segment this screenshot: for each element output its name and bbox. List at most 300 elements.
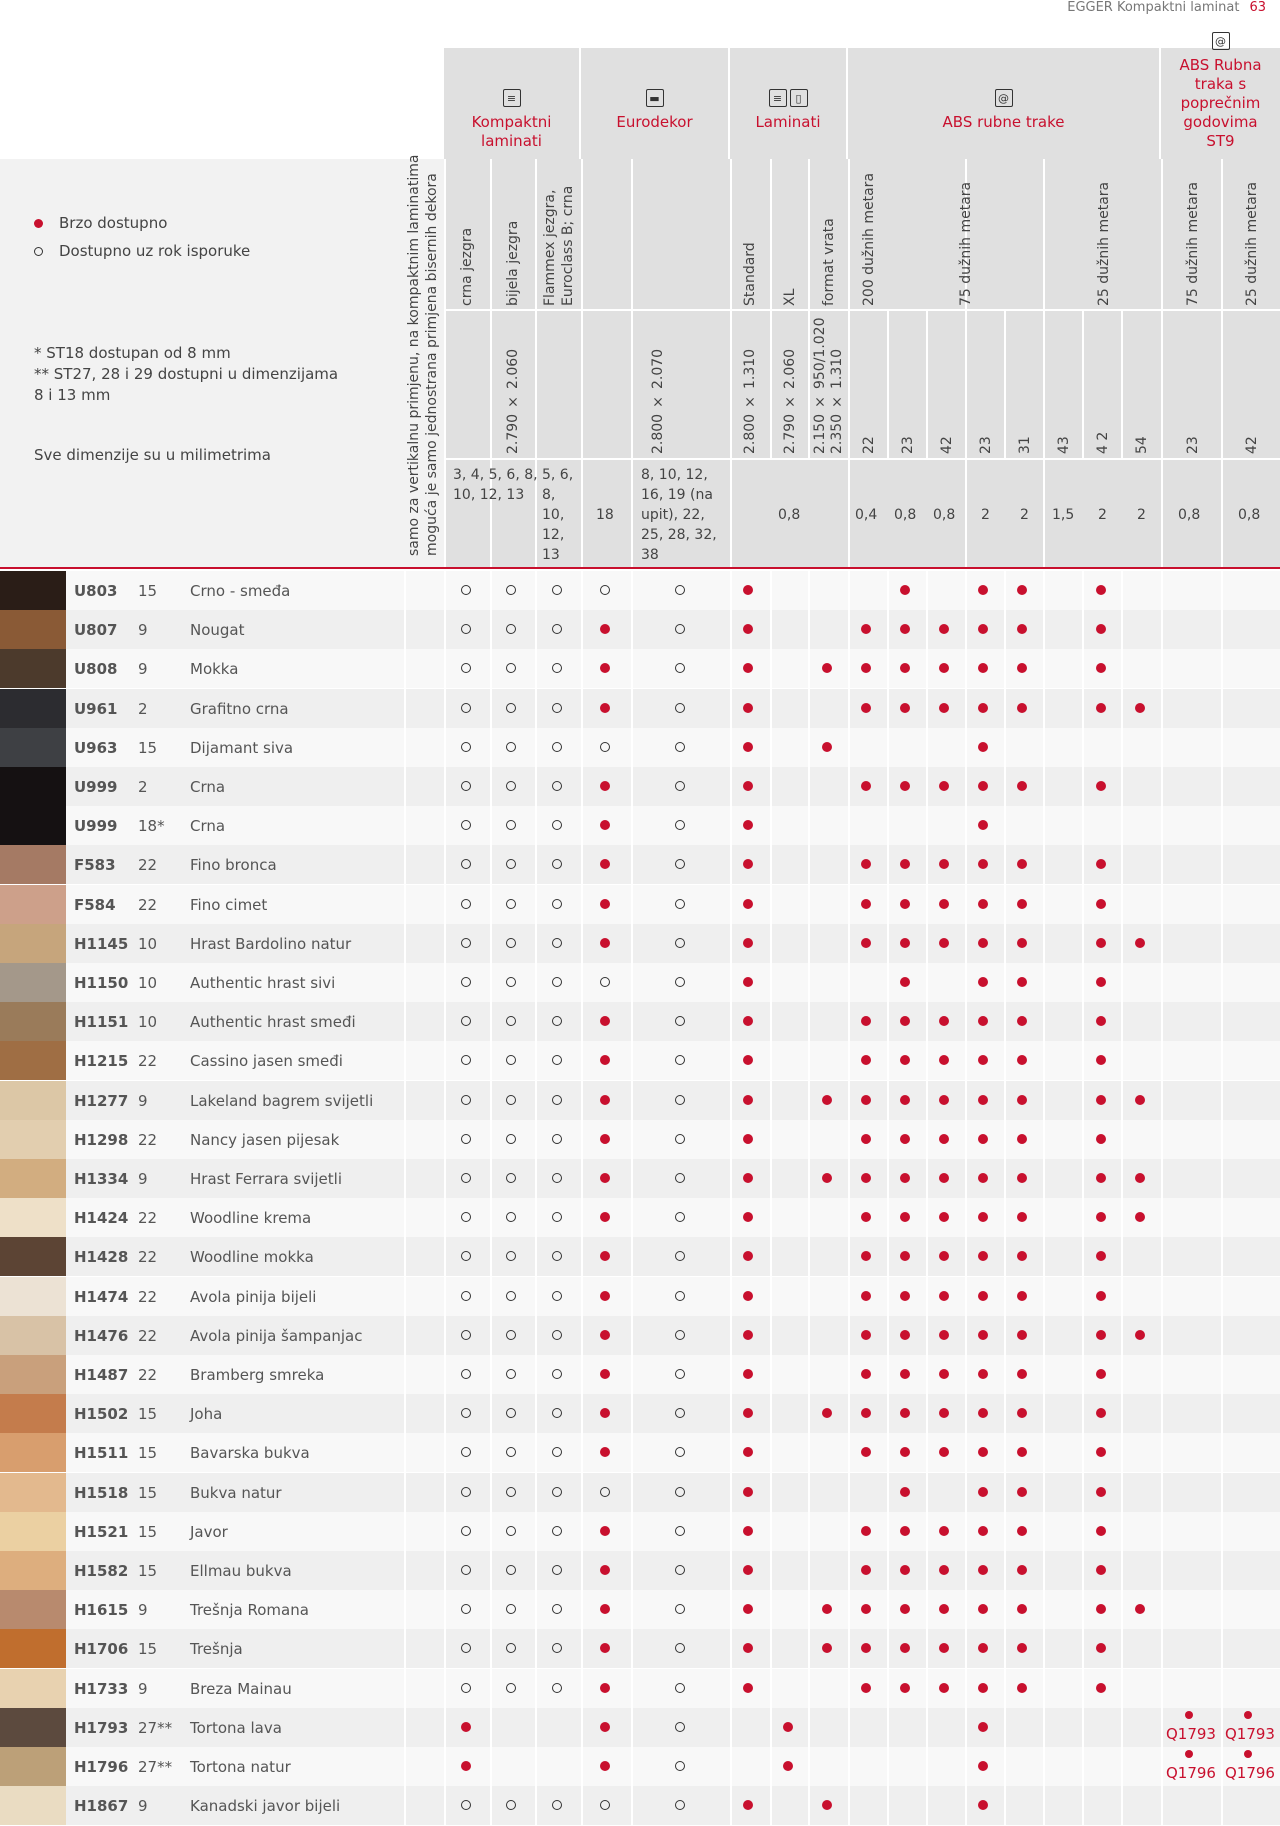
on-order-dot <box>675 1761 685 1771</box>
divider <box>1221 1159 1223 1198</box>
divider <box>490 1786 492 1825</box>
filled-dot-icon <box>34 219 43 228</box>
on-order-dot <box>675 1487 685 1497</box>
on-order-dot <box>552 585 562 595</box>
divider <box>965 610 967 649</box>
available-dot <box>1017 899 1027 909</box>
on-order-dot <box>552 1487 562 1497</box>
available-dot <box>978 820 988 830</box>
divider <box>770 1081 772 1120</box>
decor-thickness: 15 <box>138 738 158 757</box>
table-row <box>0 963 1280 1002</box>
divider <box>444 924 446 963</box>
available-dot <box>861 938 871 948</box>
divider <box>581 159 583 567</box>
on-order-dot <box>506 1095 516 1105</box>
divider <box>848 649 850 688</box>
available-dot <box>1017 1095 1027 1105</box>
divider <box>887 1590 889 1629</box>
divider <box>404 1041 406 1080</box>
decor-thickness: 10 <box>138 1013 158 1032</box>
on-order-dot <box>675 1643 685 1653</box>
divider <box>887 1629 889 1668</box>
divider <box>808 1041 810 1080</box>
on-order-dot <box>675 1016 685 1026</box>
decor-thickness: 22 <box>138 1287 158 1306</box>
divider <box>770 767 772 806</box>
divider <box>730 885 732 924</box>
group-kompaktni-laminati <box>444 48 581 159</box>
available-dot <box>1096 703 1106 713</box>
available-dot <box>1096 1487 1106 1497</box>
divider <box>887 1708 889 1747</box>
available-dot <box>900 1095 910 1105</box>
decor-name: Woodline krema <box>190 1209 312 1228</box>
divider <box>1161 924 1163 963</box>
divider <box>926 1159 928 1198</box>
divider <box>1043 1041 1045 1080</box>
available-dot <box>939 1683 949 1693</box>
divider <box>965 1669 967 1708</box>
available-dot <box>822 1173 832 1183</box>
available-dot <box>978 1487 988 1497</box>
available-dot <box>861 1055 871 1065</box>
available-dot <box>1096 781 1106 791</box>
decor-swatch <box>0 1512 66 1551</box>
divider <box>1004 806 1006 845</box>
on-order-dot <box>461 1526 471 1536</box>
decor-swatch <box>0 885 66 924</box>
divider <box>808 1120 810 1159</box>
divider <box>581 1590 583 1629</box>
divider <box>581 1512 583 1551</box>
divider <box>770 1198 772 1237</box>
on-order-dot <box>552 1291 562 1301</box>
divider <box>404 649 406 688</box>
available-dot <box>1135 1095 1145 1105</box>
available-dot <box>978 1055 988 1065</box>
divider <box>887 571 889 610</box>
col-abs-200: 200 dužnih metara <box>861 172 877 306</box>
divider <box>1161 1120 1163 1159</box>
divider <box>404 1237 406 1276</box>
decor-name: Kanadski javor bijeli <box>190 1797 341 1816</box>
divider <box>1004 571 1006 610</box>
door-icon: ▯ <box>790 89 808 107</box>
decor-code: H1334 <box>74 1170 129 1188</box>
available-dot <box>900 1134 910 1144</box>
divider <box>926 1473 928 1512</box>
on-order-dot <box>461 585 471 595</box>
decor-thickness: 15 <box>138 1444 158 1463</box>
divider <box>444 1159 446 1198</box>
available-dot <box>861 663 871 673</box>
available-dot <box>978 938 988 948</box>
divider <box>631 1237 633 1276</box>
on-order-dot <box>552 1447 562 1457</box>
available-dot <box>1135 1604 1145 1614</box>
on-order-dot <box>675 1565 685 1575</box>
decor-swatch <box>0 728 66 767</box>
available-dot <box>743 1526 753 1536</box>
divider <box>887 1237 889 1276</box>
on-order-dot <box>552 1800 562 1810</box>
available-dot <box>900 663 910 673</box>
divider <box>404 1669 406 1708</box>
divider <box>808 806 810 845</box>
available-dot <box>978 1722 988 1732</box>
decor-swatch <box>0 571 66 610</box>
divider <box>490 1394 492 1433</box>
divider <box>1121 1747 1123 1786</box>
available-dot <box>939 1291 949 1301</box>
available-dot <box>900 1251 910 1261</box>
available-dot <box>978 1095 988 1105</box>
divider <box>631 1120 633 1159</box>
divider <box>1161 1512 1163 1551</box>
divider <box>1161 1198 1163 1237</box>
divider <box>1082 1669 1084 1708</box>
divider <box>1082 963 1084 1002</box>
available-dot <box>743 899 753 909</box>
on-order-dot <box>675 1683 685 1693</box>
col-flammex-1: Flammex jezgra, <box>542 189 558 306</box>
on-order-dot <box>506 1408 516 1418</box>
decor-swatch <box>0 689 66 728</box>
divider <box>631 1473 633 1512</box>
divider <box>887 767 889 806</box>
divider <box>887 1159 889 1198</box>
on-order-dot <box>552 899 562 909</box>
decor-swatch <box>0 767 66 806</box>
divider <box>535 1747 537 1786</box>
divider <box>1161 649 1163 688</box>
available-dot <box>939 1526 949 1536</box>
divider <box>848 1394 850 1433</box>
on-order-dot <box>506 1055 516 1065</box>
divider <box>965 1708 967 1747</box>
divider <box>770 885 772 924</box>
divider <box>490 806 492 845</box>
available-dot <box>900 1565 910 1575</box>
available-dot <box>861 1291 871 1301</box>
available-dot <box>978 1016 988 1026</box>
divider <box>1121 610 1123 649</box>
divider <box>1161 1669 1163 1708</box>
available-dot <box>743 1369 753 1379</box>
available-dot <box>939 663 949 673</box>
divider <box>1082 1355 1084 1394</box>
table-row <box>0 1433 1280 1472</box>
available-dot <box>1017 1212 1027 1222</box>
divider <box>965 1237 967 1276</box>
divider <box>770 1708 772 1747</box>
on-order-dot <box>461 1291 471 1301</box>
divider <box>1221 1316 1223 1355</box>
divider <box>581 1629 583 1668</box>
available-dot <box>600 1016 610 1026</box>
divider <box>535 1629 537 1668</box>
divider <box>808 767 810 806</box>
divider <box>1082 689 1084 728</box>
divider <box>444 1590 446 1629</box>
table-row <box>0 806 1280 845</box>
divider <box>887 845 889 884</box>
divider <box>1082 1629 1084 1668</box>
divider <box>965 885 967 924</box>
on-order-dot <box>675 585 685 595</box>
divider <box>1161 1081 1163 1120</box>
on-order-dot <box>552 820 562 830</box>
available-dot <box>900 977 910 987</box>
divider <box>1161 1237 1163 1276</box>
divider <box>1121 885 1123 924</box>
divider <box>965 963 967 1002</box>
divider <box>490 1708 492 1747</box>
divider <box>730 610 732 649</box>
on-order-dot <box>506 820 516 830</box>
table-row <box>0 728 1280 767</box>
divider <box>404 806 406 845</box>
divider <box>1121 649 1123 688</box>
available-dot <box>600 1408 610 1418</box>
decor-swatch <box>0 1551 66 1590</box>
divider <box>848 1237 850 1276</box>
available-dot <box>939 1134 949 1144</box>
divider <box>848 1629 850 1668</box>
divider <box>770 610 772 649</box>
decor-thickness: 27** <box>138 1758 173 1776</box>
divider <box>1082 1473 1084 1512</box>
decor-thickness: 10 <box>138 974 158 992</box>
divider <box>631 963 633 1002</box>
divider <box>965 571 967 610</box>
divider <box>1161 1041 1163 1080</box>
available-dot <box>1096 1447 1106 1457</box>
divider <box>581 1277 583 1316</box>
divider <box>1082 1551 1084 1590</box>
divider <box>730 1041 732 1080</box>
divider <box>1043 1198 1045 1237</box>
divider <box>965 728 967 767</box>
decor-code: H1151 <box>74 1013 129 1032</box>
divider <box>808 1433 810 1472</box>
divider <box>1004 1669 1006 1708</box>
available-dot <box>743 1055 753 1065</box>
available-dot <box>743 1251 753 1261</box>
divider <box>1082 1394 1084 1433</box>
group-label-eurodekor: Eurodekor <box>616 113 693 131</box>
divider <box>1121 1198 1123 1237</box>
divider <box>1221 1629 1223 1668</box>
decor-code: H1298 <box>74 1130 129 1149</box>
on-order-dot <box>461 1212 471 1222</box>
divider <box>404 1316 406 1355</box>
on-order-dot <box>461 1173 471 1183</box>
on-order-dot <box>461 1134 471 1144</box>
divider <box>581 1237 583 1276</box>
decor-code: F583 <box>74 856 116 875</box>
divider <box>631 1002 633 1041</box>
available-dot <box>978 1800 988 1810</box>
divider <box>808 1277 810 1316</box>
divider <box>926 1277 928 1316</box>
divider <box>535 1081 537 1120</box>
divider <box>770 963 772 1002</box>
divider <box>1043 1590 1045 1629</box>
available-dot <box>939 1055 949 1065</box>
divider <box>631 1081 633 1120</box>
available-dot <box>743 977 753 987</box>
on-order-dot <box>461 1251 471 1261</box>
on-order-dot <box>552 781 562 791</box>
dim-w4: 23 <box>978 436 994 454</box>
divider <box>1221 1590 1223 1629</box>
available-dot <box>600 703 610 713</box>
available-dot <box>743 624 753 634</box>
divider <box>926 1316 928 1355</box>
available-dot <box>900 1408 910 1418</box>
on-order-dot <box>506 1173 516 1183</box>
divider <box>1221 885 1223 924</box>
page-header <box>1067 0 1280 15</box>
available-dot <box>900 1604 910 1614</box>
on-order-dot <box>461 703 471 713</box>
divider <box>730 649 732 688</box>
divider <box>1043 689 1045 728</box>
divider <box>770 1355 772 1394</box>
thk-eurodekor: 8, 10, 12, 16, 19 (na upit), 22, 25, 28, 32, 38 <box>641 467 717 563</box>
divider <box>631 728 633 767</box>
divider <box>1221 728 1223 767</box>
divider <box>444 1355 446 1394</box>
table-row <box>0 1473 1280 1512</box>
on-order-dot <box>506 742 516 752</box>
on-order-dot <box>675 1369 685 1379</box>
available-dot <box>939 1565 949 1575</box>
divider <box>808 1355 810 1394</box>
thk-kompakt: 3, 4, 5, 6, 8, 10, 12, 13 <box>453 467 538 503</box>
decor-swatch <box>0 963 66 1002</box>
available-dot <box>861 703 871 713</box>
on-order-dot <box>675 1800 685 1810</box>
divider <box>926 1237 928 1276</box>
divider <box>631 689 633 728</box>
table-row <box>0 649 1280 688</box>
on-order-dot <box>552 1134 562 1144</box>
decor-code: H1521 <box>74 1522 129 1541</box>
divider <box>404 1629 406 1668</box>
divider <box>770 1316 772 1355</box>
decor-name: Woodline mokka <box>190 1248 314 1267</box>
divider <box>631 1551 633 1590</box>
on-order-dot <box>675 1055 685 1065</box>
available-dot <box>978 1761 988 1771</box>
col-st9-25: 25 dužnih metara <box>1244 181 1260 306</box>
available-dot <box>978 585 988 595</box>
divider <box>1161 885 1163 924</box>
on-order-dot <box>461 663 471 673</box>
divider <box>1082 1120 1084 1159</box>
available-dot <box>861 1212 871 1222</box>
decor-code: H1511 <box>74 1444 129 1463</box>
on-order-dot <box>506 899 516 909</box>
divider <box>1082 1786 1084 1825</box>
available-dot <box>1017 585 1027 595</box>
divider <box>1004 885 1006 924</box>
available-dot <box>900 1291 910 1301</box>
divider <box>1004 845 1006 884</box>
divider <box>926 845 928 884</box>
divider <box>490 689 492 728</box>
divider <box>848 806 850 845</box>
available-dot <box>939 1643 949 1653</box>
decor-name: Trešnja Romana <box>190 1601 309 1620</box>
divider <box>1221 1355 1223 1394</box>
decor-name: Avola pinija šampanjac <box>190 1326 363 1345</box>
divider <box>1221 1708 1223 1747</box>
decor-name: Authentic hrast sivi <box>190 974 336 992</box>
available-dot <box>939 859 949 869</box>
on-order-dot <box>506 624 516 634</box>
on-order-dot <box>600 1800 610 1810</box>
divider <box>1043 1394 1045 1433</box>
divider <box>1004 1394 1006 1433</box>
divider <box>1043 924 1045 963</box>
available-dot <box>1017 938 1027 948</box>
st9-code-h1796-25: Q1796 <box>1225 1764 1275 1782</box>
decor-swatch <box>0 1786 66 1825</box>
on-order-dot <box>552 624 562 634</box>
divider <box>770 728 772 767</box>
on-order-dot <box>675 859 685 869</box>
available-dot <box>600 1212 610 1222</box>
divider <box>404 689 406 728</box>
divider <box>444 1002 446 1041</box>
available-dot <box>1017 1604 1027 1614</box>
divider <box>848 1277 850 1316</box>
divider <box>631 1747 633 1786</box>
available-dot <box>1017 1643 1027 1653</box>
divider <box>1004 1590 1006 1629</box>
available-dot <box>1017 663 1027 673</box>
divider <box>1121 1394 1123 1433</box>
divider <box>1121 845 1123 884</box>
divider <box>770 1786 772 1825</box>
available-dot <box>1017 703 1027 713</box>
decor-swatch <box>0 1473 66 1512</box>
divider <box>1161 1473 1163 1512</box>
available-dot <box>743 1683 753 1693</box>
on-order-dot <box>461 1565 471 1575</box>
divider <box>535 1708 537 1747</box>
dim-kompakt: 2.790 × 2.060 <box>505 348 521 454</box>
divider <box>1121 924 1123 963</box>
available-dot <box>600 1330 610 1340</box>
on-order-dot <box>600 977 610 987</box>
divider <box>770 1512 772 1551</box>
divider <box>1004 310 1006 460</box>
available-dot <box>1185 1750 1193 1758</box>
available-dot <box>900 1683 910 1693</box>
available-dot <box>1096 977 1106 987</box>
divider <box>965 806 967 845</box>
divider <box>1221 845 1223 884</box>
divider <box>631 1786 633 1825</box>
divider <box>926 1708 928 1747</box>
divider <box>1121 1081 1123 1120</box>
decor-code: H1145 <box>74 934 129 953</box>
